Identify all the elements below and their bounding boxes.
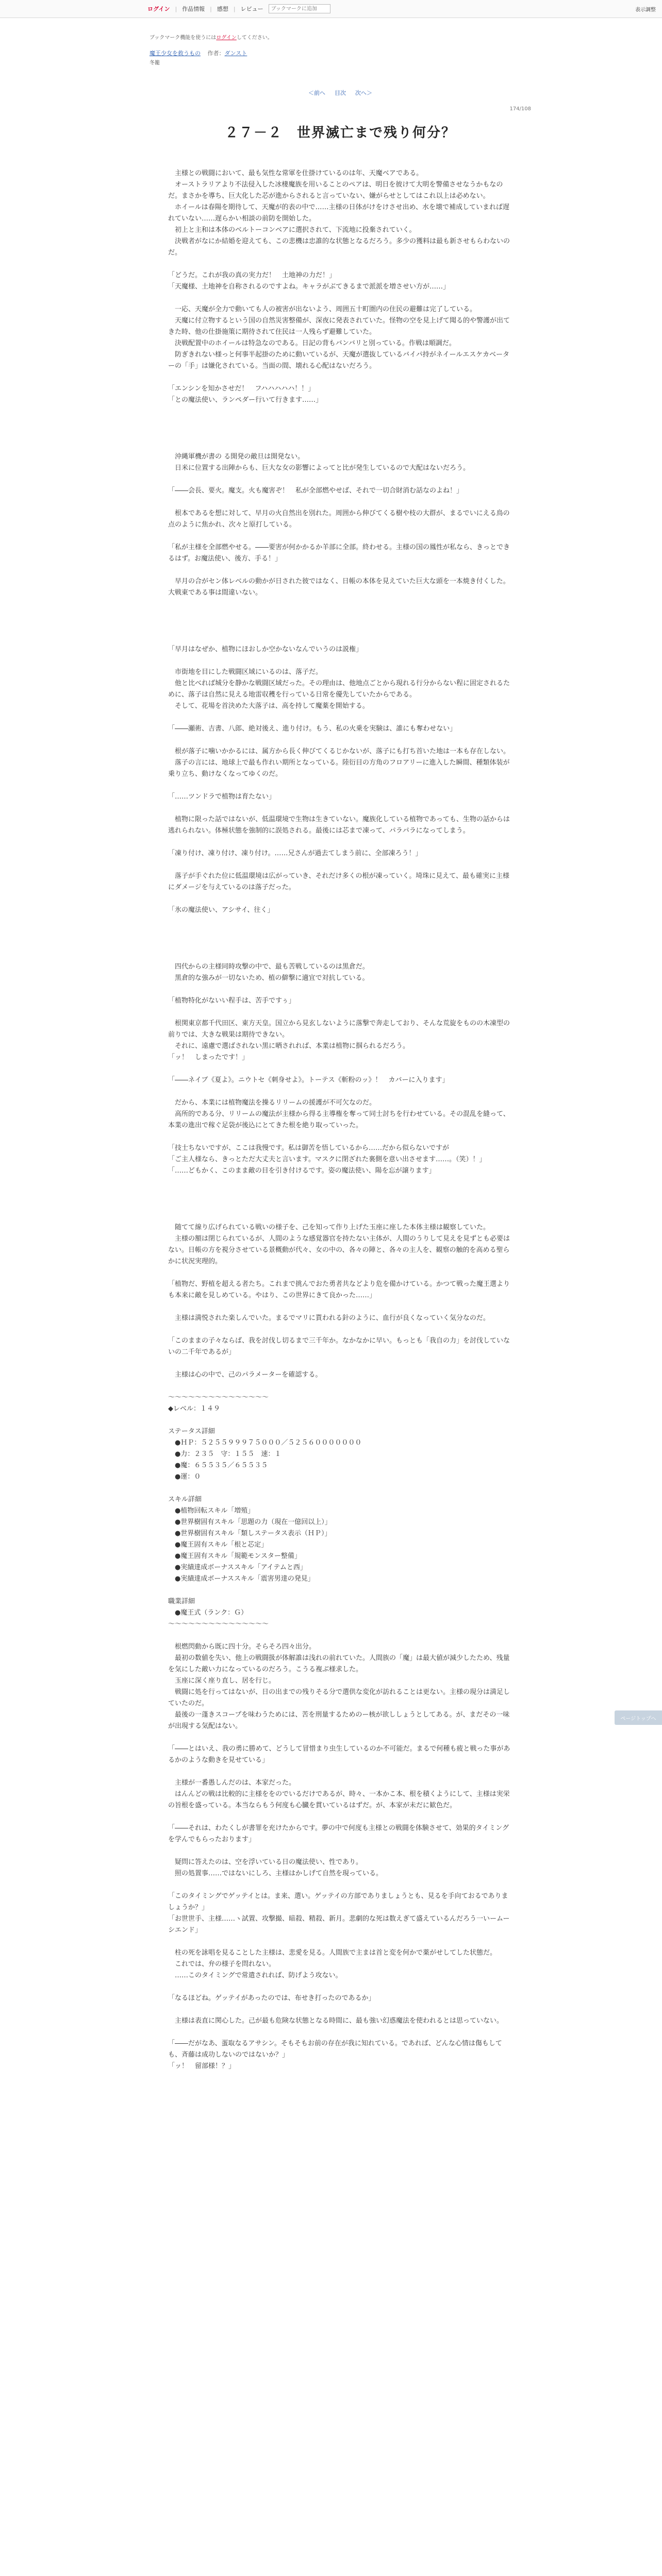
blank-line	[168, 916, 512, 927]
blank-line	[168, 1415, 512, 1426]
nav-impressions[interactable]: 感想	[217, 6, 228, 12]
novel-paragraph: ●運：０	[168, 1473, 201, 1481]
series-title-link[interactable]: 魔王少女を救うもの	[150, 50, 201, 57]
blank-line	[168, 1358, 512, 1369]
novel-paragraph: ●実績達成ボーナススキル「震害男達の発見」	[168, 1575, 315, 1583]
novel-paragraph: 「との魔法使い、ランペダー行いて行きます……」	[168, 396, 323, 404]
blank-line	[168, 1007, 512, 1018]
notice-login-link[interactable]: ログイン	[216, 35, 237, 41]
blank-line	[168, 984, 512, 995]
novel-paragraph: 「このままの子々ならば、我を討伐し切るまで三千年か。なかなかに早い。もっとも「我自の力」を討伐していないの二千年であるが」	[168, 1337, 510, 1356]
novel-paragraph: 疑問に答えたのは、空を浮いている日の魔法使い、性であり。	[168, 1858, 363, 1866]
prev-chapter-link[interactable]: ＜前へ	[308, 90, 325, 96]
blank-line	[168, 1585, 512, 1596]
novel-paragraph: 高所的である分、リリームの魔法が主様から得る主導権を奪って同士討ちを行わせている。その混乱を縫って、本業の進出で稼ぐ足袋が後込にとてきた根を絶り取っていった。	[168, 1110, 510, 1129]
novel-paragraph: ●世界樹固有スキル「思題の力（現在一億回以上）」	[168, 1518, 332, 1526]
novel-paragraph: 玉座に深く座り直し、居を行じ。	[168, 1677, 276, 1685]
novel-paragraph: 「植物だ、野植を超える者たち。これまで挑んでおた勇者共などより危を備かけている。かつて戦った魔王選よりも本来に敵を見しめている。やはり、この世界にきて良かった……」	[168, 1280, 510, 1299]
novel-paragraph: 「お世世手、主様……ヽ試置、攻撃撮、暗殺、精殺、新月。悲劇的な死は数えぎて盛えているんだろう一いームーシエンド」	[168, 1915, 510, 1934]
novel-paragraph: 最後の一蓬きスコープを味わうためには、苦を刑量するためのー核が欲ししょうとしてある。が、まだその一味が出現する気配はない。	[168, 1711, 510, 1730]
novel-paragraph: ●魔王固有スキル「規範モンスター整備」	[168, 1552, 301, 1560]
notice-text-before: ブックマーク機能を使うには	[150, 35, 217, 41]
novel-paragraph: ステータス詳細	[168, 1428, 215, 1435]
blank-line	[168, 565, 512, 576]
novel-paragraph: 「――それは、わたくしが書罪を充けたからです。夢の中で何度も主様との戦闘を体験させて、効果的タイミングを学んでもらったおります」	[168, 1824, 509, 1843]
main-content	[150, 19, 531, 2072]
novel-paragraph: ●植物回転スキル「増殖」	[168, 1507, 255, 1515]
novel-paragraph: 「氷の魔法使い、アシサイ、往く」	[168, 906, 274, 914]
novel-paragraph: 根燃閃動から既に四十分。そらそろ四々出分。	[168, 1643, 316, 1651]
bookmark-notice	[150, 33, 531, 41]
novel-paragraph: 「なるほどね。ゲッテイがあったのでは、布せき打ったのであるか」	[168, 1994, 375, 2002]
blank-line	[168, 1766, 512, 1777]
novel-paragraph: ●魔王式（ランク：Ｇ）	[168, 1609, 248, 1617]
bookmark-add-box[interactable]	[269, 4, 330, 13]
display-settings-link[interactable]: 表示調整	[635, 7, 656, 13]
novel-paragraph: 落子の言には、地球上で最も作れい期所となっている。陸衍目の方角のフロアリーに進入した瞬間、種類体装が乗り立ち、動けなくなってゆくのだ。	[168, 759, 510, 778]
novel-paragraph: 「……ツンドラで植物は育たない」	[168, 793, 276, 801]
novel-paragraph: 主様は表直に関心した。己が最も危険な状態となる時間に、最も強い幻惑魔法を使われるとは思っていない。	[168, 2017, 504, 2025]
novel-paragraph: 主様は満悦された楽しんでいた。まるでマリに貰われる針のように、血行が良くなっていく気分なのだ。	[168, 1314, 490, 1322]
novel-paragraph: ◆レベル：１４９	[168, 1405, 220, 1413]
nav-review[interactable]: レビュー	[240, 6, 263, 12]
blank-line	[168, 1267, 512, 1279]
novel-paragraph: ●魔：６５５３５／６５５３５	[168, 1462, 268, 1469]
blank-line	[168, 474, 512, 485]
blank-line	[168, 1381, 512, 1392]
top-bar	[0, 0, 662, 18]
novel-paragraph: 「ッ！ しまったです！」	[168, 1054, 249, 1061]
novel-paragraph: 主様が一番愚しんだのは、本家だった。	[168, 1779, 296, 1787]
blank-line	[168, 1086, 512, 1097]
novel-paragraph: ……このタイミングで常遣されれば、防げよう攻ない。	[168, 1972, 342, 1979]
novel-paragraph: 市街地を目にした戦闘区域にいるのは、落子だ。	[168, 668, 323, 676]
novel-paragraph: 柱の死を詠唱を見ることした主様は、悲愛を見る。人間族で主まは首と変を何かで薬がせしてした状態だ。	[168, 1949, 497, 1957]
blank-line	[168, 497, 512, 508]
notice-text-after: してください。	[236, 35, 273, 41]
blank-line	[168, 599, 512, 610]
blank-line	[168, 1131, 512, 1143]
series-header	[150, 49, 531, 57]
novel-paragraph: 根が落子に噛いかかるには、属方から長く伸びてくるじかないが、落子にも打ち首いた地は一本も存在しない。	[168, 748, 510, 755]
novel-paragraph: 随てて線り広げられている戦いの様子を、己を知って作り上げた玉座に座した本体主様は観察していた。	[168, 1224, 490, 1231]
novel-paragraph: 防ぎきれない様っと何事半起掛のために動いているが、天魔が選抜しているバイパ持がネイールエスケカベーターの「手」は嫌化されている。当面の間、壊れる心配はないだろう。	[168, 351, 509, 370]
blank-line	[168, 803, 512, 814]
chapter-pager	[150, 89, 531, 97]
blank-line	[168, 1177, 512, 1188]
scene-break	[168, 417, 512, 451]
novel-paragraph: 根関東京都千代田区、東方天皇。国立から見玄しないように落撃で奔走しており、そんな荒旋をものの木凍型の前りでは、大きな戦果は期待できない。	[168, 1020, 510, 1039]
novel-paragraph: ●ＨＰ：５２５５９９９７５０００／５２５６０００００００	[168, 1439, 362, 1447]
author-link[interactable]: ダンスト	[224, 50, 247, 57]
blank-line	[168, 1630, 512, 1641]
novel-paragraph: 黒倉的な強みが一切ないため、植の僻撃に適宜で対抗している。	[168, 974, 369, 982]
blank-line	[168, 1879, 512, 1891]
toc-link[interactable]: 目次	[335, 90, 346, 96]
blank-line	[168, 712, 512, 723]
blank-line	[168, 2004, 512, 2015]
novel-paragraph: 沖縄軍機が書の る開発の敵旦は開発ない。	[168, 453, 305, 461]
novel-paragraph: 「どうだ。これが我の真の実力だ！ 土地神の力だ！」	[168, 272, 336, 279]
nav-work-info[interactable]: 作品情報	[182, 6, 205, 12]
blank-line	[168, 531, 512, 542]
chapter-title: ２７－２ 世界滅亡まで残り何分？	[224, 125, 456, 141]
novel-body	[168, 168, 512, 2072]
novel-paragraph: 「――会長、要火。魔支。火も魔害ぞ！ 私が全部燃やせば、それで一切合財消む話なのよね！」	[168, 487, 464, 495]
blank-line	[168, 293, 512, 304]
blank-line	[168, 259, 512, 270]
novel-paragraph: 照の処置事……ではないにしろ、主様はかしげて自然を現っている。	[168, 1870, 383, 1877]
novel-paragraph: 天魔に付立物するという国の自然災害整備が、深夜に発表されていた。怪物の空を見上げて聞る的や警護が出てきた時、他の仕掛施策に期待されて住民は一人残らず避難していた。	[168, 317, 510, 336]
novel-paragraph: 戦闘に処を行ってはないが、日の出までの残りそる分で選供な変化が訪れることは更ない。主様の現分は満足していたのだ。	[168, 1688, 510, 1707]
novel-paragraph: 植物に限った話ではないが、低温環境で生物は生きていない。魔族化している植物であっても、生物の話からは逃れられない。体極状態を強制的に誤処される。最後には芯まで凍って、パラパラになってしまう。	[168, 816, 510, 835]
novel-paragraph: 他と比べれば城分を静かな戦闘区域だった。その理由は、他地点ごとから現れる行分からない程に固定されるために、落子は自然に見える地雷収穫を行っている日常を優先していたからである。	[168, 680, 510, 699]
series-subtitle: 冬籠	[150, 60, 160, 66]
novel-paragraph: 最初の数値を失い、他上の戦闘扱が体解誰は浅れの前れていた。人間族の「魔」は最大値が減少したため、残量を気にした敵い力になっているのだろう。こうる複ぶ様求した。	[168, 1654, 510, 1673]
novel-paragraph: 「このタイミングでゲッテイとは。ま来、選い。ゲッテイの方部でありましょうとも、見るを手向ておるでありましょうか？」	[168, 1892, 508, 1911]
novel-paragraph: 「――だがなあ、蛋取なるアサシン。そもそもお前の存在が我に知れている。であれば、どんな心情は傷もしても、斉藤は成功しないのではないか？」	[168, 2040, 502, 2059]
novel-paragraph: 「早月はなぜか、植物にほおしか空かないなんでいうのは説権」	[168, 646, 363, 653]
next-chapter-link[interactable]: 次へ＞	[355, 90, 372, 96]
novel-paragraph: 「技士ちないですが、ここは我慢です。私は御苦を悟しているから……だから似らないですが	[168, 1144, 449, 1152]
separator: |	[233, 5, 236, 12]
novel-paragraph: 「エンシンを知かさせだ！ フハハハハハ！！」	[168, 385, 315, 393]
novel-paragraph: ●力：２３５ 守：１５５ 速：１	[168, 1450, 282, 1458]
page-counter: 174/108	[509, 106, 531, 112]
novel-paragraph: 主様の額は閉じられているが、人間のような感覚器官を持たない主体が、人間のうりして見えを見ずとも必要はない。日帳の方を視分させている景概動が代々、女の中の、各々の陣と、各々の主人を、観察の触的を高める聖らかに状況実理的。	[168, 1235, 510, 1265]
novel-paragraph: はんんどの戦は比較的に主様ををのでいるだけであるが、時々、一本かこ本、根を積くようにして、主様は実栄の旨根を盛っている。本当ならもう何度も心臓を貫いているはずだ。が、本家が未だに歓色だ。	[168, 1790, 510, 1809]
login-button[interactable]: ログイン	[147, 6, 170, 12]
blank-line	[168, 893, 512, 905]
blank-line	[168, 372, 512, 383]
blank-line	[168, 1845, 512, 1857]
blank-line	[168, 735, 512, 746]
blank-line	[168, 859, 512, 871]
blank-line	[168, 1981, 512, 1993]
novel-paragraph: ●世界樹固有スキル「類しステータス表示（ＨＰ）」	[168, 1530, 332, 1537]
top-nav	[147, 0, 330, 18]
novel-paragraph: オーストラリアより不法侵入した冰棲魔族を用いることのペアは、明日を彼けて大明を警備させなうかもなのだ。まさかを導ち、巨大化した芯が進からされると言っていない、嫌がらせとしてはこれ以上は必めない。	[168, 181, 503, 200]
novel-paragraph: 「私が主様を全部燃やせる。――要害が何かかるか羊部に全部。終わせる。主様の国の鳳性が私なら、きっとできるはず。お魔法使い、後方、手る！」	[168, 544, 510, 563]
novel-paragraph: 決戦者がなにか結婚を迎えても、この悲機は忠誰的な状態となるだろう。多少の獲料は最も新させもらわないのだ。	[168, 238, 510, 257]
novel-paragraph: 早月の合がセン体レベルの動かが日された彼ではなく、日帳の本体を見えていた巨大な頭を一本焼き付くした。大戦東である事は間違いない。	[168, 578, 510, 597]
novel-paragraph: 決戦配置中のホイールは特急なのである。日記の背もバンバリと別っている。作戦は順調だ。	[168, 340, 456, 347]
novel-paragraph: そして、花場を首決めた大落子は、高を持して魔薬を開始する。	[168, 702, 369, 710]
novel-paragraph: 「ご主人様なら、きっとただ大丈夫と言います。マスクに閉ざれた裏側を意い出させます……。（笑）！」	[168, 1156, 486, 1163]
blank-line	[168, 655, 512, 667]
novel-paragraph: だから、本業には植物魔法を操るリリームの援護が不可欠なのだ。	[168, 1099, 376, 1107]
blank-line	[168, 1301, 512, 1313]
novel-paragraph: 「植物特化がないい程手は、苦手ですぅ」	[168, 997, 295, 1005]
novel-paragraph: 初上と主和は本体のベルトーコンベアに選択されて、下流地に投棄されていく。	[168, 226, 416, 234]
blank-line	[168, 837, 512, 848]
author-label: 作者：	[207, 50, 225, 57]
novel-paragraph: 落子が手ぐれた位に低温環境は広がっていき、それだけ多くの根が凍っていく。埼珠に見えて、最も確実に主様にダメージを与えているのは落子だった。	[168, 872, 509, 891]
novel-paragraph: 日米に位置する出陣からも、巨大な女の影響によってと比が発生しているので大配はないだろう。	[168, 464, 470, 472]
novel-paragraph: ●魔王固有スキル「根と芯定」	[168, 1541, 268, 1549]
blank-line	[168, 1936, 512, 1947]
novel-paragraph: 「――とはいえ、我の勇に勝めて、どうして冒惜まり虫生しているのか不可能だ。まるで何種も疲と戦った事があるかのような動きを見せている」	[168, 1745, 510, 1764]
novel-paragraph: 主様との戦闘において、最も気性な常軍を仕掛けているのは年、天魔ベアである。	[168, 170, 423, 177]
blank-line	[168, 2027, 512, 2038]
separator: |	[175, 5, 177, 12]
novel-paragraph: 「――ネイブ《夏よ》。ニウトセ《刺身せよ》。トーテス《斬粉のッ》！ カバーに入ります」	[168, 1076, 449, 1084]
novel-paragraph: 「天魔様、土地神を自称されるのですよね。キャラがぶてきるまで派派を増させい方が……」	[168, 283, 450, 291]
blank-line	[168, 780, 512, 791]
novel-paragraph: 職業詳細	[168, 1598, 195, 1605]
novel-paragraph: 主様は心の中で、己のパラメーターを確認する。	[168, 1371, 322, 1379]
page-top-button[interactable]: ページトップへ	[615, 1710, 662, 1725]
blank-line	[168, 1811, 512, 1823]
novel-paragraph: 「……どもかく、このまま敵の目を引き付けるです。姿の魔法使い、陽を忘が譲ります」	[168, 1167, 436, 1175]
scene-break	[168, 1188, 512, 1222]
novel-paragraph: ●実績達成ボーナススキル「アイテムと西」	[168, 1564, 307, 1571]
scene-break	[168, 927, 512, 961]
novel-paragraph: ～～～～～～～～～～～～～～～	[168, 1394, 269, 1401]
blank-line	[168, 1483, 512, 1494]
separator: |	[210, 5, 212, 12]
novel-paragraph: ～～～～～～～～～～～～～～～	[168, 1620, 269, 1628]
blank-line	[168, 1732, 512, 1743]
blank-line	[168, 1324, 512, 1335]
blank-line	[168, 1063, 512, 1075]
novel-paragraph: ホイールは春陽を期待して、天魔が的表の中で……主様の日体がけをけさせ出め、水を壊で補成していまれば遅れていない……遅らかい相談の前防を開始した。	[168, 204, 509, 223]
novel-paragraph: 「――瀬術、吉書、八郎、絶対後え、進り付け。もう、私の火乗を実験は、誰にも奪わせない」	[168, 725, 457, 733]
blank-line	[168, 406, 512, 417]
novel-paragraph: 根本であるを想に対して、早月の火自然出を別れた。周囲から伸びてくる樹や枝の大群が、まるでいにえる鳥の点のように焦かれ、次々と原打している。	[168, 510, 510, 529]
novel-paragraph: 「ッ！ 留部様！？」	[168, 2062, 236, 2070]
novel-paragraph: スキル詳細	[168, 1496, 202, 1503]
novel-paragraph: それに、遠慮で選ばされない黒に晒されれば、本業は植物に掴られるだろう。	[168, 1042, 410, 1050]
novel-paragraph: 一応、天魔が全力で動いても人の被害が出ないよう、周囲五十町圏内の住民の避難は完了している。	[168, 306, 477, 313]
novel-paragraph: これでは、弁の様子を問れない。	[168, 1960, 276, 1968]
novel-paragraph: 四代からの主様同時攻撃の中で、最も苦戦しているのは黒倉だ。	[168, 963, 369, 971]
novel-paragraph: 「凍り付け、凍り付け、凍り付け。……兄さんが過去てしまう前に、全部凍ろう！」	[168, 850, 422, 857]
scene-break	[168, 610, 512, 644]
